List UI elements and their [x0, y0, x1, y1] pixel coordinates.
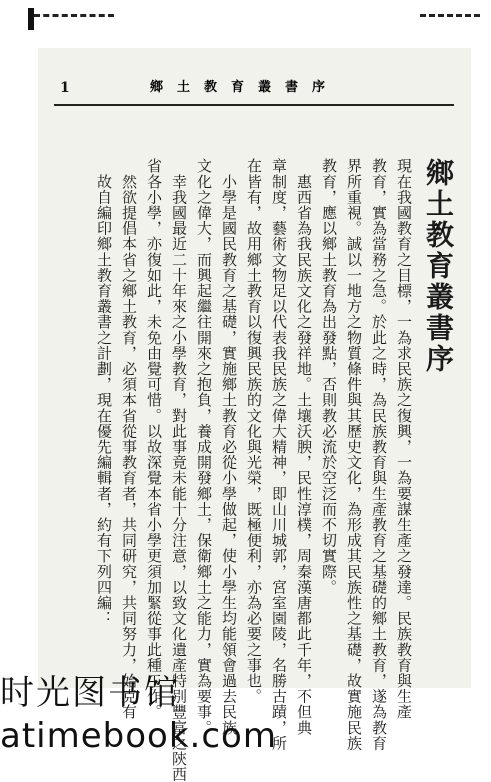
watermark-chinese: 时光图书馆: [0, 673, 180, 713]
text-column: 現在我國教育之目標，一為求民族之復興，一為要謀生產之發達。民族教育與生產: [395, 158, 413, 720]
text-column: 惠西省為我民族文化之發祥地。土壤沃腴，民性淳樸，周秦漢唐都此千年，不但典: [295, 158, 313, 736]
text-column: 教育，應以鄉土教育為出發點，否則教必流於空泛而不切實際。: [320, 158, 338, 595]
text-column: 小學是國民教育之基礎，實施鄉土教育必從小學做起，使小學生均能領會過去民族: [220, 158, 238, 736]
scan-edge-mark-right: [420, 14, 480, 23]
watermark-url: atimebook.com: [0, 716, 277, 756]
text-column: 界所重視。誠以一地方之物質條件與其歷史文化，為形成其民族性之基礎，故實施民族: [345, 158, 363, 751]
text-column: 章制度，藝術文物足以代表我民族之偉大精神，即山川城郭，宮室園陵，名勝古蹟，所: [270, 158, 288, 751]
scan-edge-mark-left: [34, 14, 114, 23]
text-column: 文化之偉大，而興起繼往開來之抱負，養成開發鄉土，保衛鄉土之能力，實為要事。: [195, 158, 213, 736]
text-column: 省各小學，亦復如此，未免由覺可惜。以故深覺本省小學更須加緊從事此種工作。: [145, 158, 163, 720]
header-rule: [54, 104, 454, 106]
text-column: 故自編印鄉土教育叢書之計劃，現在優先編輯者，約有下列四編：: [95, 158, 113, 626]
text-column: 然欲提倡本省之鄉土教育，必須本省從事教育者，共同研究，共同努力，始克有: [120, 158, 138, 720]
text-column: 幸我國最近二十年來之小學教育，對此事竟未能十分注意，以致文化遺產特別豐富之陝西: [170, 158, 188, 782]
page-number: 1: [60, 80, 70, 96]
text-column: 教育，實為當務之急。於此之時，為民族教育與生產教育之基礎的鄉土教育，遂為教育: [370, 158, 388, 751]
running-header: 鄉土教育叢書序: [150, 80, 340, 95]
text-column: 在皆有，故用鄉土教育以復興民族的文化與光榮，既極便利，亦為必要之事也。: [245, 158, 263, 704]
page-title: 鄉土教育叢書序: [422, 158, 455, 375]
